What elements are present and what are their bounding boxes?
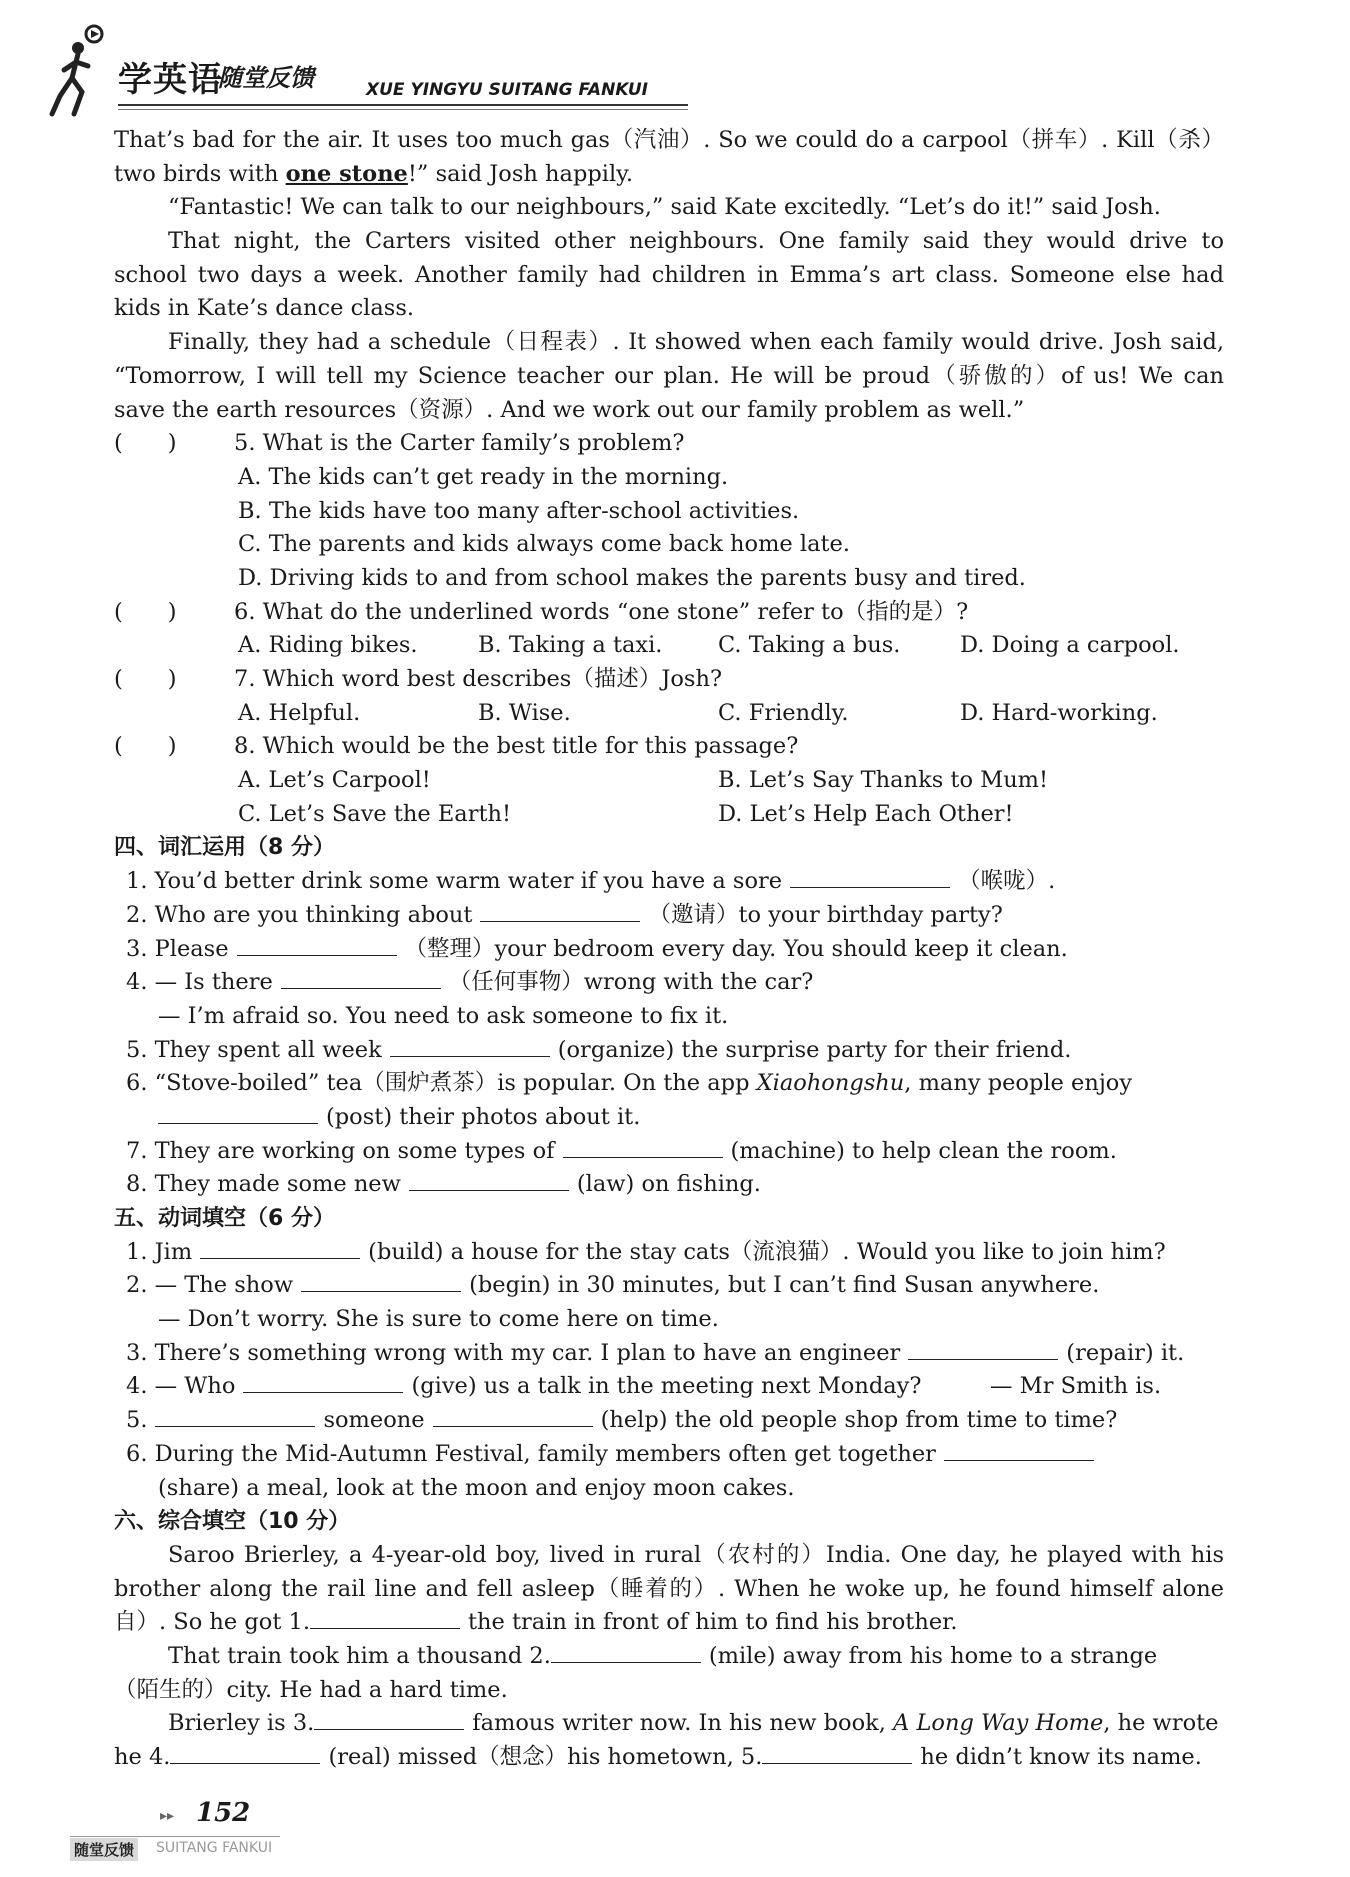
options-row: [114, 629, 1224, 663]
passage-text: he: [114, 1744, 149, 1770]
exercise-item: [114, 1337, 1224, 1371]
exercise-item-continued: — Don’t worry. She is sure to come here on time.: [158, 1306, 719, 1333]
blank-number: 1.: [288, 1609, 310, 1636]
exercise-item-continued: (share) a meal, look at the moon and enjoy moon cakes.: [158, 1474, 795, 1501]
option-text: C. Taking a bus.: [718, 632, 901, 659]
item-text: （整理）your bedroom every day. You should keep it clean.: [404, 935, 1068, 962]
item-text: , many people enjoy: [904, 1070, 1133, 1097]
book-title: A Long Way Home: [893, 1710, 1104, 1737]
passage-text: !” said Josh happily.: [407, 160, 634, 187]
page-number: 152: [196, 1798, 251, 1828]
option-text: A. Riding bikes.: [238, 632, 418, 659]
question-6: [114, 596, 1224, 630]
option-text: C. Let’s Save the Earth!: [238, 800, 512, 827]
answer-blank[interactable]: [314, 1707, 464, 1730]
passage-line: “Fantastic! We can talk to our neighbours,” said Kate excitedly. “Let’s do it!” said Josh.: [168, 194, 1161, 221]
passage-line: save the earth resources（资源）. And we work out our family problem as well.”: [114, 396, 1025, 423]
answer-blank[interactable]: [480, 899, 640, 922]
item-text: 6. “Stove-boiled” tea（围炉煮茶）is popular. On the app: [126, 1070, 757, 1097]
exercise-item: [114, 1034, 1224, 1068]
option: [114, 528, 1224, 562]
passage-line: [114, 1707, 1224, 1741]
answer-blank[interactable]: [790, 865, 950, 888]
passage-text: famous writer now. In his new book,: [472, 1710, 894, 1737]
answer-blank[interactable]: [301, 1269, 461, 1292]
exercise-item: [114, 1269, 1224, 1303]
item-text: 4. — Who: [126, 1373, 236, 1400]
item-text: — Mr Smith is.: [990, 1373, 1162, 1400]
answer-blank[interactable]: [551, 1640, 701, 1663]
header-subtitle: 随堂反馈: [218, 64, 314, 92]
item-text: (give) us a talk in the meeting next Monday?: [411, 1373, 922, 1400]
item-text: (post) their photos about it.: [326, 1103, 641, 1130]
item-text: （喉咙）.: [958, 868, 1056, 895]
item-text: (machine) to help clean the room.: [730, 1137, 1117, 1164]
passage-line: brother along the rail line and fell asleep（睡着的）. When he woke up, he found himself alone: [114, 1575, 1224, 1602]
passage-text: (mile) away from his home to a strange: [708, 1642, 1158, 1669]
passage-line: [114, 1640, 1224, 1674]
exercise-item-continued: [114, 1101, 1224, 1135]
passage-line: school two days a week. Another family had children in Emma’s art class. Someone else had: [114, 261, 1224, 288]
footer-label: 随堂反馈: [70, 1838, 138, 1861]
section-heading: 五、动词填空（6 分）: [114, 1206, 335, 1231]
item-text: 1. Jim: [126, 1238, 193, 1265]
passage-line: （陌生的）city. He had a hard time.: [114, 1676, 508, 1703]
page-footer: [70, 1780, 370, 1860]
option-text: B. Let’s Say Thanks to Mum!: [718, 767, 1049, 794]
item-text: (begin) in 30 minutes, but I can’t find Susan anywhere.: [469, 1272, 1100, 1299]
answer-blank[interactable]: [409, 1168, 569, 1191]
option-text: C. Friendly.: [718, 699, 849, 726]
option-text: D. Hard-working.: [960, 699, 1158, 726]
underlined-phrase: one stone: [285, 160, 408, 187]
item-text: (build) a house for the stay cats（流浪猫）. Would you like to join him?: [368, 1238, 1166, 1265]
options-row: [114, 697, 1224, 731]
answer-blank[interactable]: [944, 1438, 1094, 1461]
section-heading: 四、词汇运用（8 分）: [114, 835, 335, 861]
exercise-item: [114, 899, 1224, 933]
option: [114, 495, 1224, 529]
option-text: D. Let’s Help Each Other!: [718, 800, 1014, 827]
answer-blank[interactable]: [563, 1135, 723, 1158]
passage-line: [114, 1606, 1224, 1640]
passage-text: Brierley is: [168, 1710, 293, 1737]
passage-line: That’s bad for the air. It uses too much gas（汽油）. So we could do a carpool（拼车）. Kill（杀）: [114, 127, 1224, 153]
passage-text: the train in front of him to find his brother.: [468, 1609, 958, 1636]
option: [114, 562, 1224, 596]
options-row: [114, 764, 1224, 798]
answer-blank[interactable]: [243, 1370, 403, 1393]
exercise-item: [114, 1370, 1224, 1404]
answer-blank[interactable]: [762, 1741, 912, 1764]
passage-text: (real) missed（想念）his hometown,: [328, 1744, 741, 1770]
app-name: Xiaohongshu: [756, 1070, 905, 1097]
passage-line: Finally, they had a schedule（日程表）. It showed when each family would drive. Josh said,: [168, 329, 1224, 356]
item-text: 7. They are working on some types of: [126, 1137, 555, 1164]
passage-line: Saroo Brierley, a 4-year-old boy, lived in rural（农村的）India. One day, he played with his: [168, 1541, 1224, 1568]
exercise-item: [114, 933, 1224, 967]
header-title: 学英语: [118, 60, 223, 100]
section-heading: 六、综合填空（10 分）: [114, 1509, 351, 1535]
passage-line: “Tomorrow, I will tell my Science teacher our plan. He will be proud（骄傲的）of us! We can: [114, 362, 1224, 389]
option-text: A. Let’s Carpool!: [238, 767, 431, 794]
exercise-item: [114, 1067, 1224, 1101]
answer-paren[interactable]: ( ): [114, 733, 177, 760]
passage-line: [114, 1741, 1224, 1775]
passage-text: , he wrote: [1103, 1710, 1219, 1737]
answer-blank[interactable]: [281, 966, 441, 989]
answer-blank[interactable]: [158, 1101, 318, 1124]
option-text: A. Helpful.: [238, 699, 361, 726]
question-5: [114, 427, 1224, 461]
item-text: （任何事物）wrong with the car?: [448, 969, 814, 996]
answer-paren[interactable]: ( ): [114, 666, 177, 692]
item-text: 2. — The show: [126, 1272, 294, 1299]
option-text: B. Taking a taxi.: [478, 632, 663, 659]
blank-number: 3.: [292, 1710, 315, 1737]
runner-logo-icon: [48, 22, 116, 118]
passage-text: he didn’t know its name.: [920, 1744, 1202, 1770]
item-text: 5. They spent all week: [126, 1036, 382, 1063]
passage-line: [114, 158, 1224, 192]
exercise-item: [114, 1404, 1224, 1438]
answer-blank[interactable]: [155, 1404, 315, 1427]
blank-number: 4.: [148, 1744, 171, 1770]
item-text: 2. Who are you thinking about: [126, 901, 473, 928]
page-header: [48, 18, 648, 118]
answer-blank[interactable]: [390, 1034, 550, 1057]
options-row: [114, 798, 1224, 832]
item-text: 5.: [126, 1407, 148, 1434]
answer-blank[interactable]: [200, 1236, 360, 1259]
answer-paren[interactable]: ( ): [114, 430, 177, 457]
answer-blank[interactable]: [170, 1741, 320, 1764]
header-pinyin: XUE YINGYU SUITANG FANKUI: [366, 80, 649, 100]
option-text: D. Driving kids to and from school makes the parents busy and tired.: [238, 564, 1026, 591]
item-text: (help) the old people shop from time to time?: [600, 1407, 1118, 1434]
question-text: 7. Which word best describes（描述）Josh?: [234, 666, 723, 692]
passage-text: 自）. So he got: [114, 1609, 289, 1636]
footer-pinyin: SUITANG FANKUI: [156, 1840, 273, 1856]
item-text: 3. There’s something wrong with my car. I plan to have an engineer: [126, 1339, 901, 1366]
option-text: D. Doing a carpool.: [960, 632, 1180, 659]
option-text: A. The kids can’t get ready in the morning.: [238, 463, 729, 490]
blank-number: 2.: [529, 1642, 551, 1669]
answer-blank[interactable]: [908, 1337, 1058, 1360]
page-content: [114, 124, 1224, 1775]
exercise-item: [114, 1168, 1224, 1202]
passage-line: That night, the Carters visited other neighbours. One family said they would drive to: [168, 228, 1224, 255]
question-text: 8. Which would be the best title for this passage?: [234, 733, 799, 760]
exercise-item: [114, 865, 1224, 899]
item-text: someone: [323, 1407, 425, 1434]
question-8: [114, 730, 1224, 764]
item-text: 8. They made some new: [126, 1171, 401, 1198]
item-text: 6. During the Mid-Autumn Festival, family members often get together: [126, 1440, 936, 1467]
item-text: （邀请）to your birthday party?: [648, 901, 1003, 928]
answer-paren[interactable]: ( ): [114, 598, 177, 625]
exercise-item-continued: — I’m afraid so. You need to ask someone to fix it.: [158, 1002, 729, 1029]
header-rule-thin: [118, 109, 688, 110]
option-text: B. The kids have too many after-school activities.: [238, 497, 800, 524]
option-text: C. The parents and kids always come back home late.: [238, 531, 851, 558]
item-text: 1. You’d better drink some warm water if you have a sore: [126, 868, 783, 895]
answer-blank[interactable]: [237, 933, 397, 956]
option: [114, 461, 1224, 495]
header-rule: [118, 104, 688, 106]
question-text: 5. What is the Carter family’s problem?: [234, 430, 685, 457]
exercise-item: [114, 1135, 1224, 1169]
option-text: B. Wise.: [478, 699, 571, 726]
question-text: 6. What do the underlined words “one stone” refer to（指的是）?: [234, 598, 969, 625]
answer-blank[interactable]: [310, 1606, 460, 1629]
passage-line: kids in Kate’s dance class.: [114, 295, 415, 322]
item-text: 3. Please: [126, 935, 229, 962]
footer-rule: [70, 1836, 280, 1837]
item-text: 4. — Is there: [126, 969, 273, 996]
passage-text: That train took him a thousand: [168, 1642, 530, 1669]
answer-blank[interactable]: [433, 1404, 593, 1427]
exercise-item: [114, 1438, 1224, 1472]
question-7: [114, 663, 1224, 697]
exercise-item: [114, 966, 1224, 1000]
blank-number: 5.: [740, 1744, 763, 1770]
exercise-item: [114, 1236, 1224, 1270]
item-text: (repair) it.: [1066, 1339, 1185, 1366]
double-arrow-icon: ▸▸: [160, 1808, 175, 1824]
item-text: (organize) the surprise party for their friend.: [557, 1036, 1072, 1063]
passage-text: two birds with: [114, 160, 286, 187]
item-text: (law) on fishing.: [576, 1171, 761, 1198]
